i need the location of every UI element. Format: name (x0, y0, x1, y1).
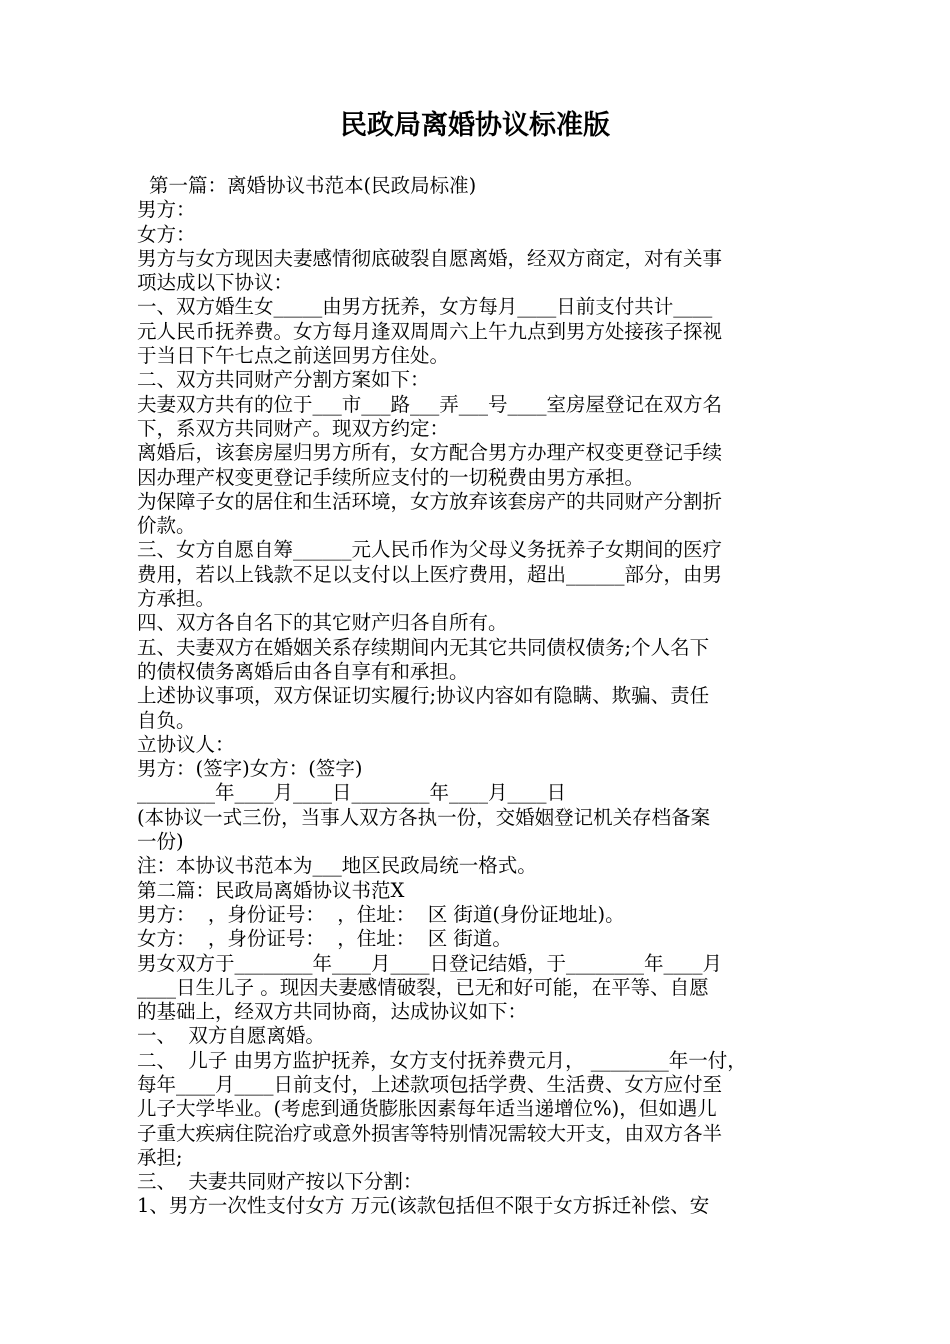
document-line: 价款。 (137, 514, 196, 538)
document-line: ____日生儿子 。现因夫妻感情破裂，已无和好可能，在平等、自愿 (137, 975, 709, 999)
document-line: 二、 儿子 由男方监护抚养，女方支付抚养费元月， ________年一付， (137, 1048, 747, 1072)
document-line: 因办理产权变更登记手续所应支付的一切税费由男方承担。 (137, 465, 645, 489)
document-line: 儿子大学毕业。(考虑到通货膨胀因素每年适当递增位%)，但如遇儿 (137, 1097, 717, 1121)
document-line: 男方：(签字)女方：(签字) (137, 757, 363, 781)
document-line: 每年____月____日前支付，上述款项包括学费、生活费、女方应付至 (137, 1072, 723, 1096)
document-line: 二、双方共同财产分割方案如下： (137, 368, 430, 392)
document-line: 自负。 (137, 708, 196, 732)
document-line: 夫妻双方共有的位于___市___路___弄___号____室房屋登记在双方名 (137, 392, 723, 416)
document-line: 一、双方婚生女_____由男方抚养，女方每月____日前支付共计____ (137, 295, 713, 319)
document-line: 立协议人： (137, 732, 235, 756)
document-line: 元人民币抚养费。女方每月逢双周周六上午九点到男方处接孩子探视 (137, 319, 723, 343)
document-line: 第一篇：离婚协议书范本(民政局标准) (149, 174, 477, 197)
document-line: 于当日下午七点之前送回男方住处。 (137, 344, 450, 368)
document-line: 三、 夫妻共同财产按以下分割： (137, 1170, 423, 1194)
document-line: 下，系双方共同财产。现双方约定： (137, 416, 450, 440)
document-line: 的基础上，经双方共同协商，达成协议如下： (137, 1000, 528, 1024)
document-line: 为保障子女的居住和生活环境，女方放弃该套房产的共同财产分割折 (137, 489, 723, 513)
document-line: 男方： ，身份证号： ，住址： 区 街道(身份证地址)。 (137, 902, 625, 926)
document-line: 五、夫妻双方在婚姻关系存续期间内无其它共同债权债务;个人名下 (137, 635, 710, 659)
document-line: 方承担。 (137, 587, 216, 611)
document-line: 的债权债务离婚后由各自享有和承担。 (137, 659, 469, 683)
document-line: 第二篇：民政局离婚协议书范X (137, 878, 405, 902)
document-line: 项达成以下协议： (137, 271, 294, 295)
document-line: ________年____月____日________年____月____日 (137, 781, 566, 805)
document-line: 女方： ，身份证号： ，住址： 区 街道。 (137, 927, 512, 951)
document-body (137, 174, 827, 1219)
document-line: 注：本协议书范本为___地区民政局统一格式。 (137, 854, 537, 878)
document-line: 离婚后，该套房屋归男方所有，女方配合男方办理产权变更登记手续 (137, 441, 723, 465)
document-line: 一份) (137, 830, 184, 854)
document-line: 男方： (137, 198, 196, 222)
document-line: 男女双方于________年____月____日登记结婚，于________年____月 (137, 951, 723, 975)
document-line: 一、 双方自愿离婚。 (137, 1024, 325, 1048)
document-line: 三、女方自愿自筹______元人民币作为父母义务抚养子女期间的医疗 (137, 538, 723, 562)
document-line: 男方与女方现因夫妻感情彻底破裂自愿离婚，经双方商定，对有关事 (137, 246, 723, 270)
document-line: 上述协议事项，双方保证切实履行;协议内容如有隐瞒、欺骗、责任 (137, 684, 710, 708)
document-line: 1、男方一次性支付女方 万元(该款包括但不限于女方拆迁补偿、安 (137, 1194, 710, 1218)
document-line: (本协议一式三份，当事人双方各执一份，交婚姻登记机关存档备案 (137, 805, 711, 829)
document-line: 女方： (137, 222, 196, 246)
document-title: 民政局离婚协议标准版 (340, 110, 610, 141)
document-line: 费用，若以上钱款不足以支付以上医疗费用，超出______部分，由男 (137, 562, 723, 586)
document-line: 子重大疾病住院治疗或意外损害等特别情况需较大开支，由双方各半 (137, 1121, 723, 1145)
document-line: 四、双方各自名下的其它财产归各自所有。 (137, 611, 508, 635)
document-line: 承担; (137, 1145, 183, 1169)
